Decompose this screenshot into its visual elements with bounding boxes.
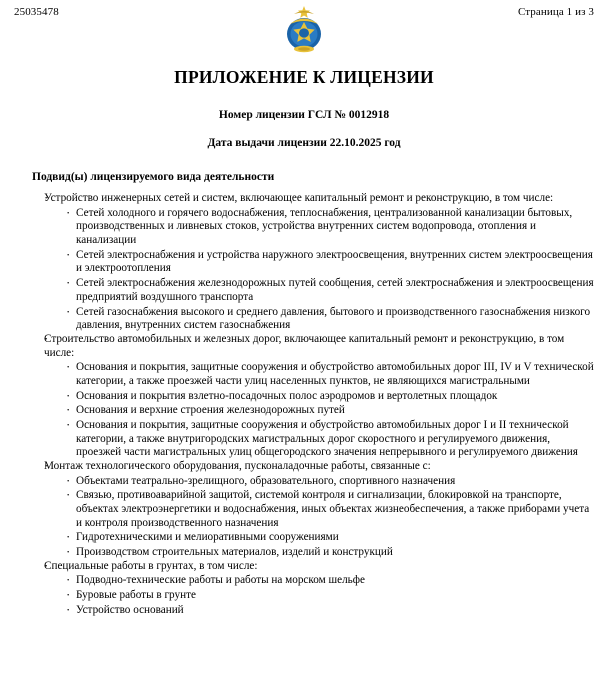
sub-list-item: · Сетей электроснабжения железнодорожных путей сообщения, сетей электроснабжения и электроосвещения предприятий воздушного транспорта (66, 277, 594, 304)
list-item (34, 192, 594, 333)
sub-list (44, 574, 594, 617)
sub-list-item: · Основания и покрытия взлетно-посадочных полос аэродромов и вертолетных площадок (66, 390, 594, 404)
sub-list-item: · Устройство оснований (66, 604, 594, 618)
sub-list (44, 207, 594, 333)
sub-list (44, 361, 594, 460)
list-item (34, 560, 594, 618)
list-item-label: · Устройство инженерных сетей и систем, включающее капитальный ремонт и реконструкцию, в том числе: (44, 192, 594, 206)
sub-list-item: · Гидротехническими и мелиоративными сооружениями (66, 531, 594, 545)
sub-list-item: · Основания и верхние строения железнодорожных путей (66, 404, 594, 418)
sub-list-item: · Сетей холодного и горячего водоснабжения, теплоснабжения, централизованной канализации бытовых, производственных и ливневых стоков, устройства внутренних систем водопровода, отопления и канализации (66, 207, 594, 248)
sub-list (44, 475, 594, 560)
sub-list-item: · Подводно-технические работы и работы на морском шельфе (66, 574, 594, 588)
activity-list (14, 192, 594, 618)
page-header (14, 6, 594, 19)
list-item-label: · Специальные работы в грунтах, в том числе: (44, 560, 594, 574)
sub-list-item: · Сетей электроснабжения и устройства наружного электроосвещения, внутренних систем электроосвещения и электроотопления (66, 249, 594, 276)
sub-list-item: · Связью, противоаварийной защитой, системой контроля и сигнализации, блокировкой на транспорте, объектах электроэнергетики и водоснабжения, иных объектах жизнеобеспечения, а также приборами учета и контроля производственного назначения (66, 489, 594, 530)
page-indicator: Страница 1 из 3 (517, 6, 594, 18)
page-title: ПРИЛОЖЕНИЕ К ЛИЦЕНЗИИ (174, 67, 434, 87)
sub-list-item: · Основания и покрытия, защитные сооружения и обустройство автомобильных дорог I и II технической категории, а также внутригородских магистральных дорог скоростного и регулируемого движения, проезжей части магистральных улиц общегородского значения непрерывного и регулируемого движения (66, 419, 594, 460)
list-item-label: · Строительство автомобильных и железных дорог, включающее капитальный ремонт и реконструкцию, в том числе: (44, 333, 594, 360)
list-item-label: · Монтаж технологического оборудования, пусконаладочные работы, связанные с: (44, 460, 594, 474)
sub-list-item: · Производством строительных материалов, изделий и конструкций (66, 546, 594, 560)
document-number: 25035478 (14, 6, 59, 18)
sub-list-item: · Сетей газоснабжения высокого и среднего давления, бытового и производственного газоснабжения низкого давления, внутренних систем газоснабжения (66, 306, 594, 333)
sub-list-item: · Объектами театрально-зрелищного, образовательного, спортивного назначения (66, 475, 594, 489)
license-date: Дата выдачи лицензии 22.10.2025 год (207, 137, 401, 149)
list-item (34, 333, 594, 460)
section-title: Подвид(ы) лицензируемого вида деятельности (32, 171, 275, 183)
license-number: Номер лицензии ГСЛ № 0012918 (218, 109, 390, 121)
sub-list-item: · Буровые работы в грунте (66, 589, 594, 603)
sub-list-item: · Основания и покрытия, защитные сооружения и обустройство автомобильных дорог III, IV и V технической категории, а также проезжей части улиц населенных пунктов, не являющихся магистральными (66, 361, 594, 388)
list-item (34, 460, 594, 560)
